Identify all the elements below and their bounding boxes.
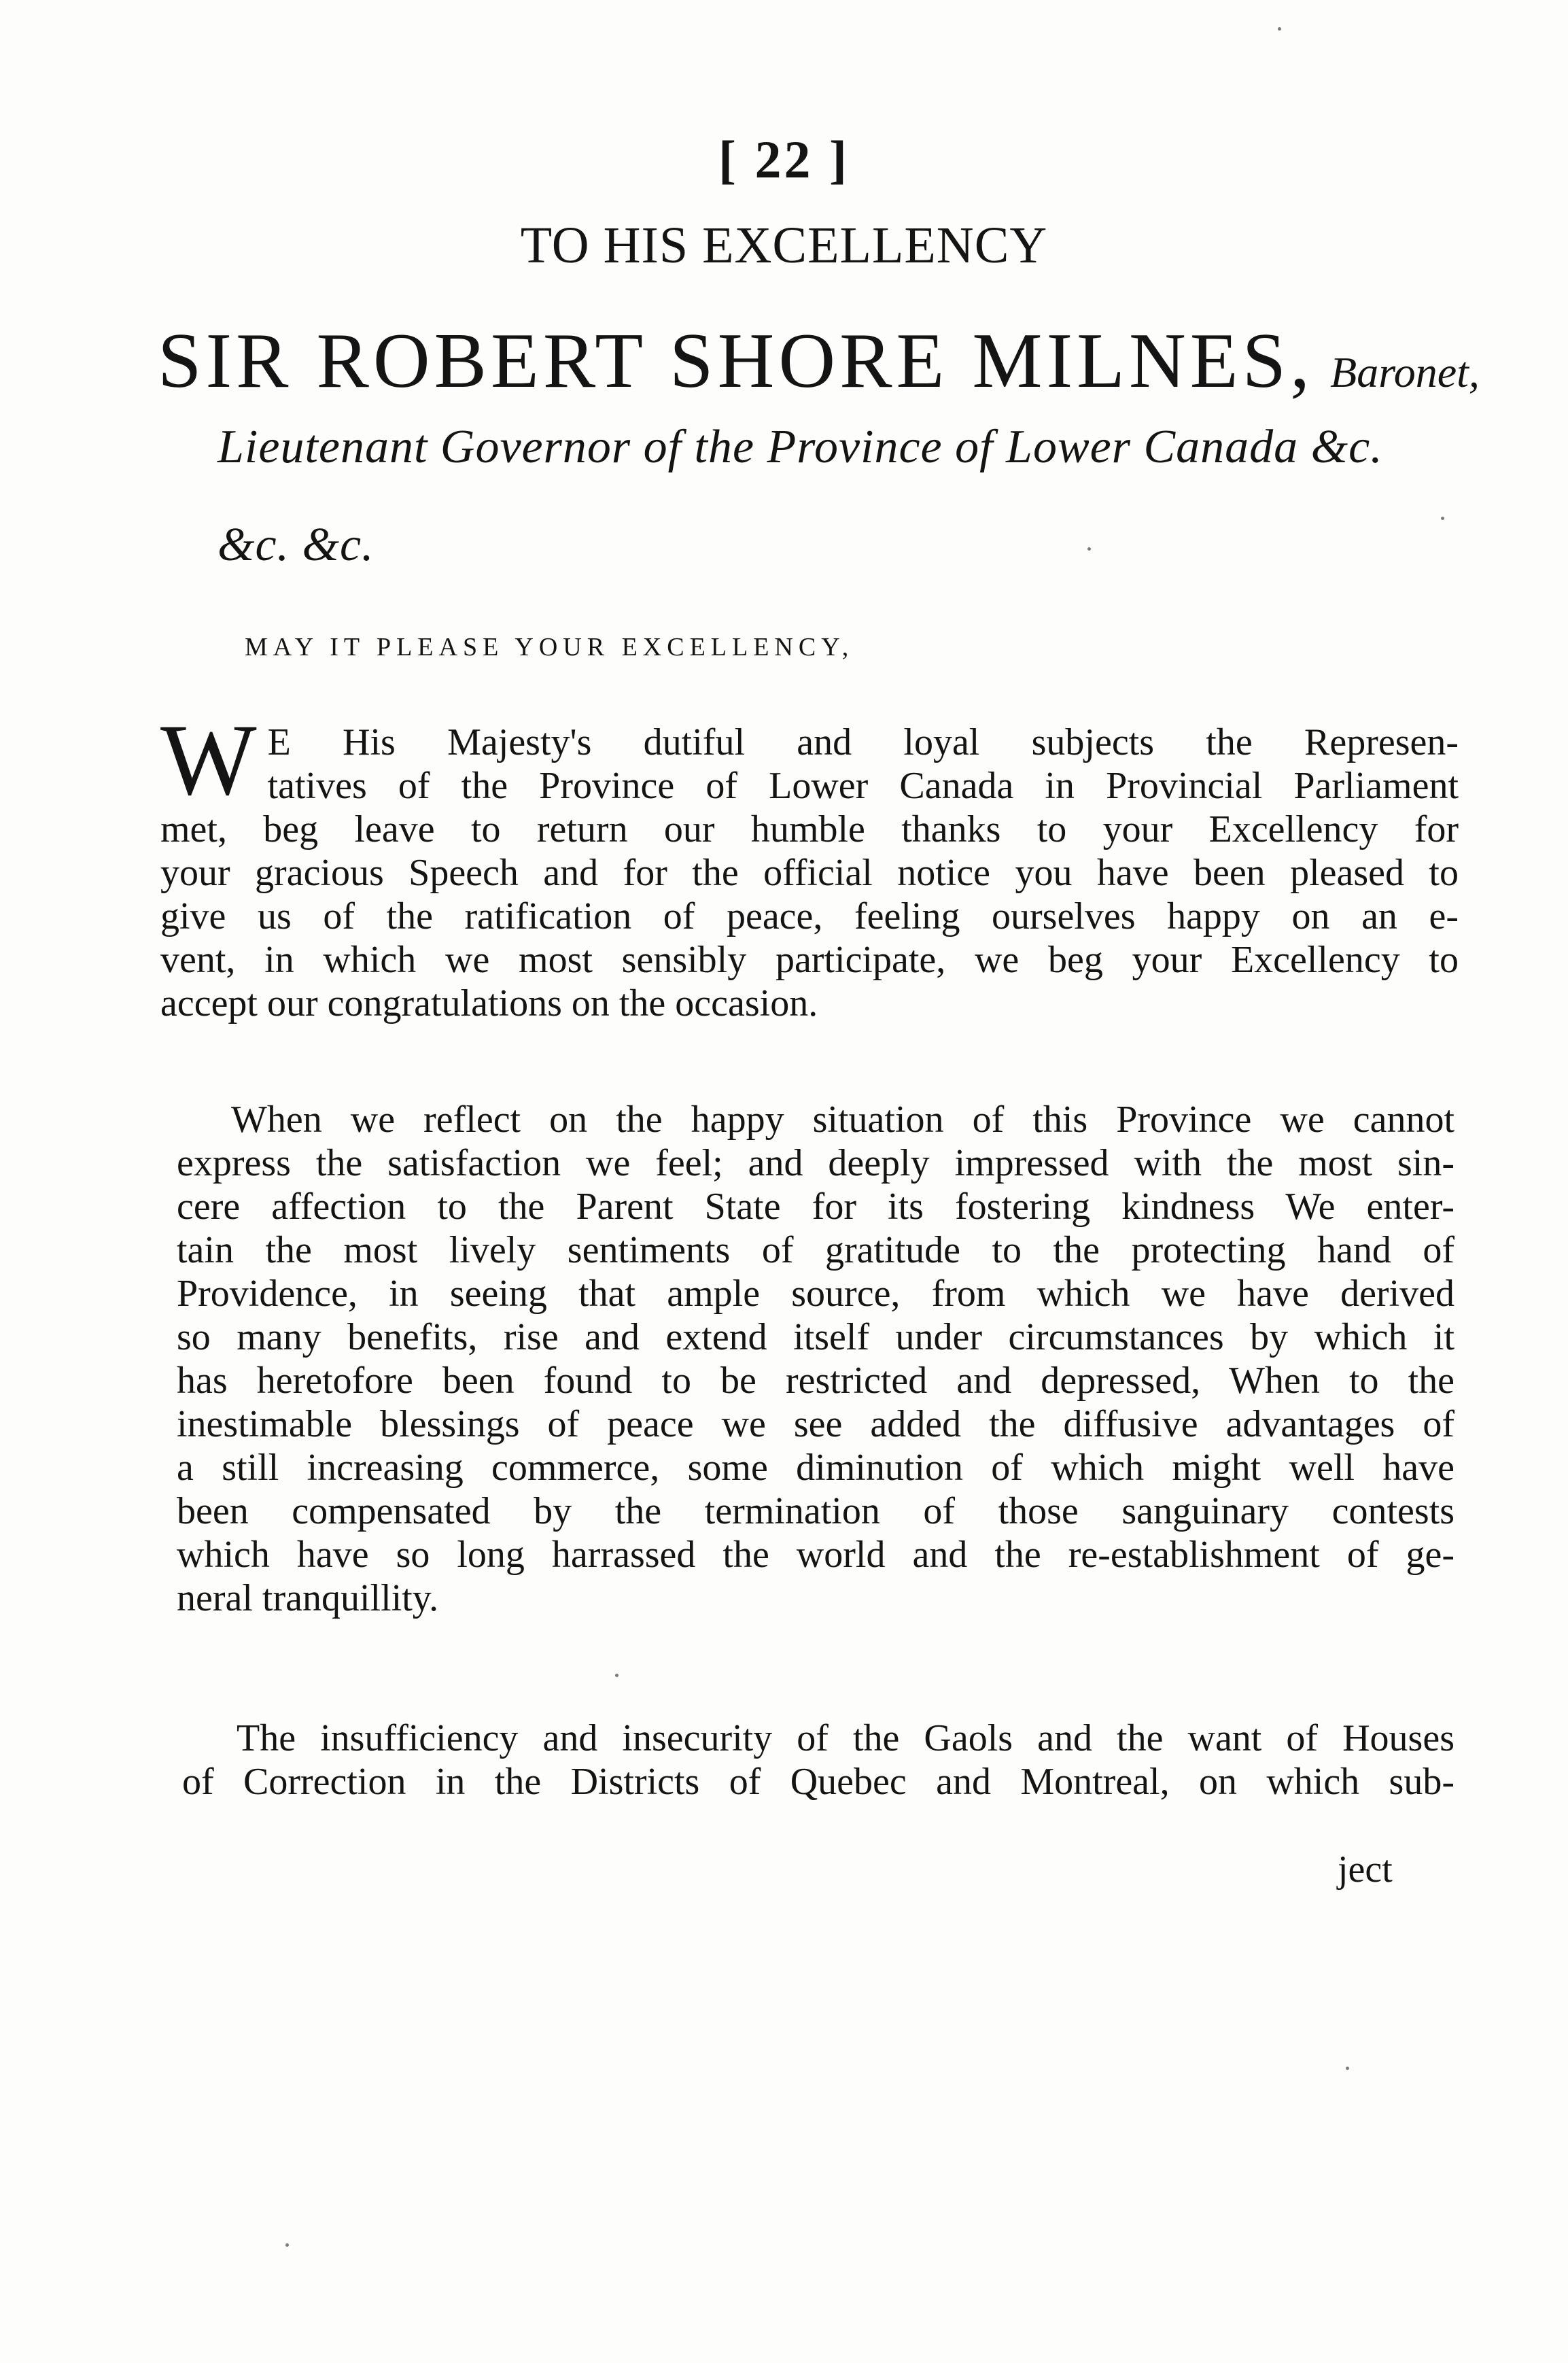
paragraph-1 [160,704,1459,1025]
addressee-name-line [158,316,1480,407]
paragraph-line: has heretofore been found to be restricted and depressed, When to the [177,1360,1454,1402]
paragraph-line: tain the most lively sentiments of gratitude to the protecting hand of [177,1229,1454,1271]
paragraph-line: been compensated by the termination of those sanguinary contests [177,1490,1454,1532]
paragraph-line: accept our congratulations on the occasion. [160,982,818,1024]
paragraph-line: so many benefits, rise and extend itself under circumstances by which it [177,1316,1454,1358]
salutation: MAY IT PLEASE YOUR EXCELLENCY, [245,633,854,661]
paragraph-line: which have so long harrassed the world and the re-establishment of ge- [177,1534,1454,1576]
paragraph-line: inestimable blessings of peace we see added the diffusive advantages of [177,1403,1454,1445]
paragraph-line: E His Majesty's dutiful and loyal subjects the Represen- [267,721,1459,763]
paragraph-line: When we reflect on the happy situation of this Province we cannot [231,1099,1454,1141]
paragraph-line: vent, in which we most sensibly participate, we beg your Excellency to [160,939,1459,981]
addressee-office-line-2: &c. &c. [217,519,374,571]
paragraph-line: Providence, in seeing that ample source, from which we have derived [177,1273,1454,1315]
paragraph-line: neral tranquillity. [177,1577,439,1619]
paragraph-line: met, beg leave to return our humble thanks to your Excellency for [160,808,1459,850]
paragraph-line: tatives of the Province of Lower Canada in Provincial Parliament [267,765,1459,807]
paragraph-line: a still increasing commerce, some diminution of which might well have [177,1447,1454,1489]
paragraph-line: cere affection to the Parent State for its fostering kindness We enter- [177,1186,1454,1228]
page-number: [ 22 ] [718,130,850,189]
paragraph-line: of Correction in the Districts of Quebec and Montreal, on which sub- [182,1761,1454,1803]
paragraph-line: The insufficiency and insecurity of the Gaols and the want of Houses [237,1717,1454,1759]
addressee-rank: Baronet, [1330,348,1480,396]
addressee-name: SIR ROBERT SHORE MILNES, [158,317,1314,404]
drop-cap: W [160,704,257,816]
addressee-office-line-1: Lieutenant Governor of the Province of Lower Canada &c. [217,421,1383,473]
paragraph-line: express the satisfaction we feel; and deeply impressed with the most sin- [177,1142,1454,1184]
address-heading: TO HIS EXCELLENCY [520,217,1048,274]
paragraph-2 [177,1098,1454,1620]
paragraph-3 [182,1717,1454,1804]
paragraph-line: your gracious Speech and for the official notice you have been pleased to [160,852,1459,894]
catchword: ject [1338,1848,1393,1891]
paragraph-line: give us of the ratification of peace, feeling ourselves happy on an e- [160,895,1459,937]
